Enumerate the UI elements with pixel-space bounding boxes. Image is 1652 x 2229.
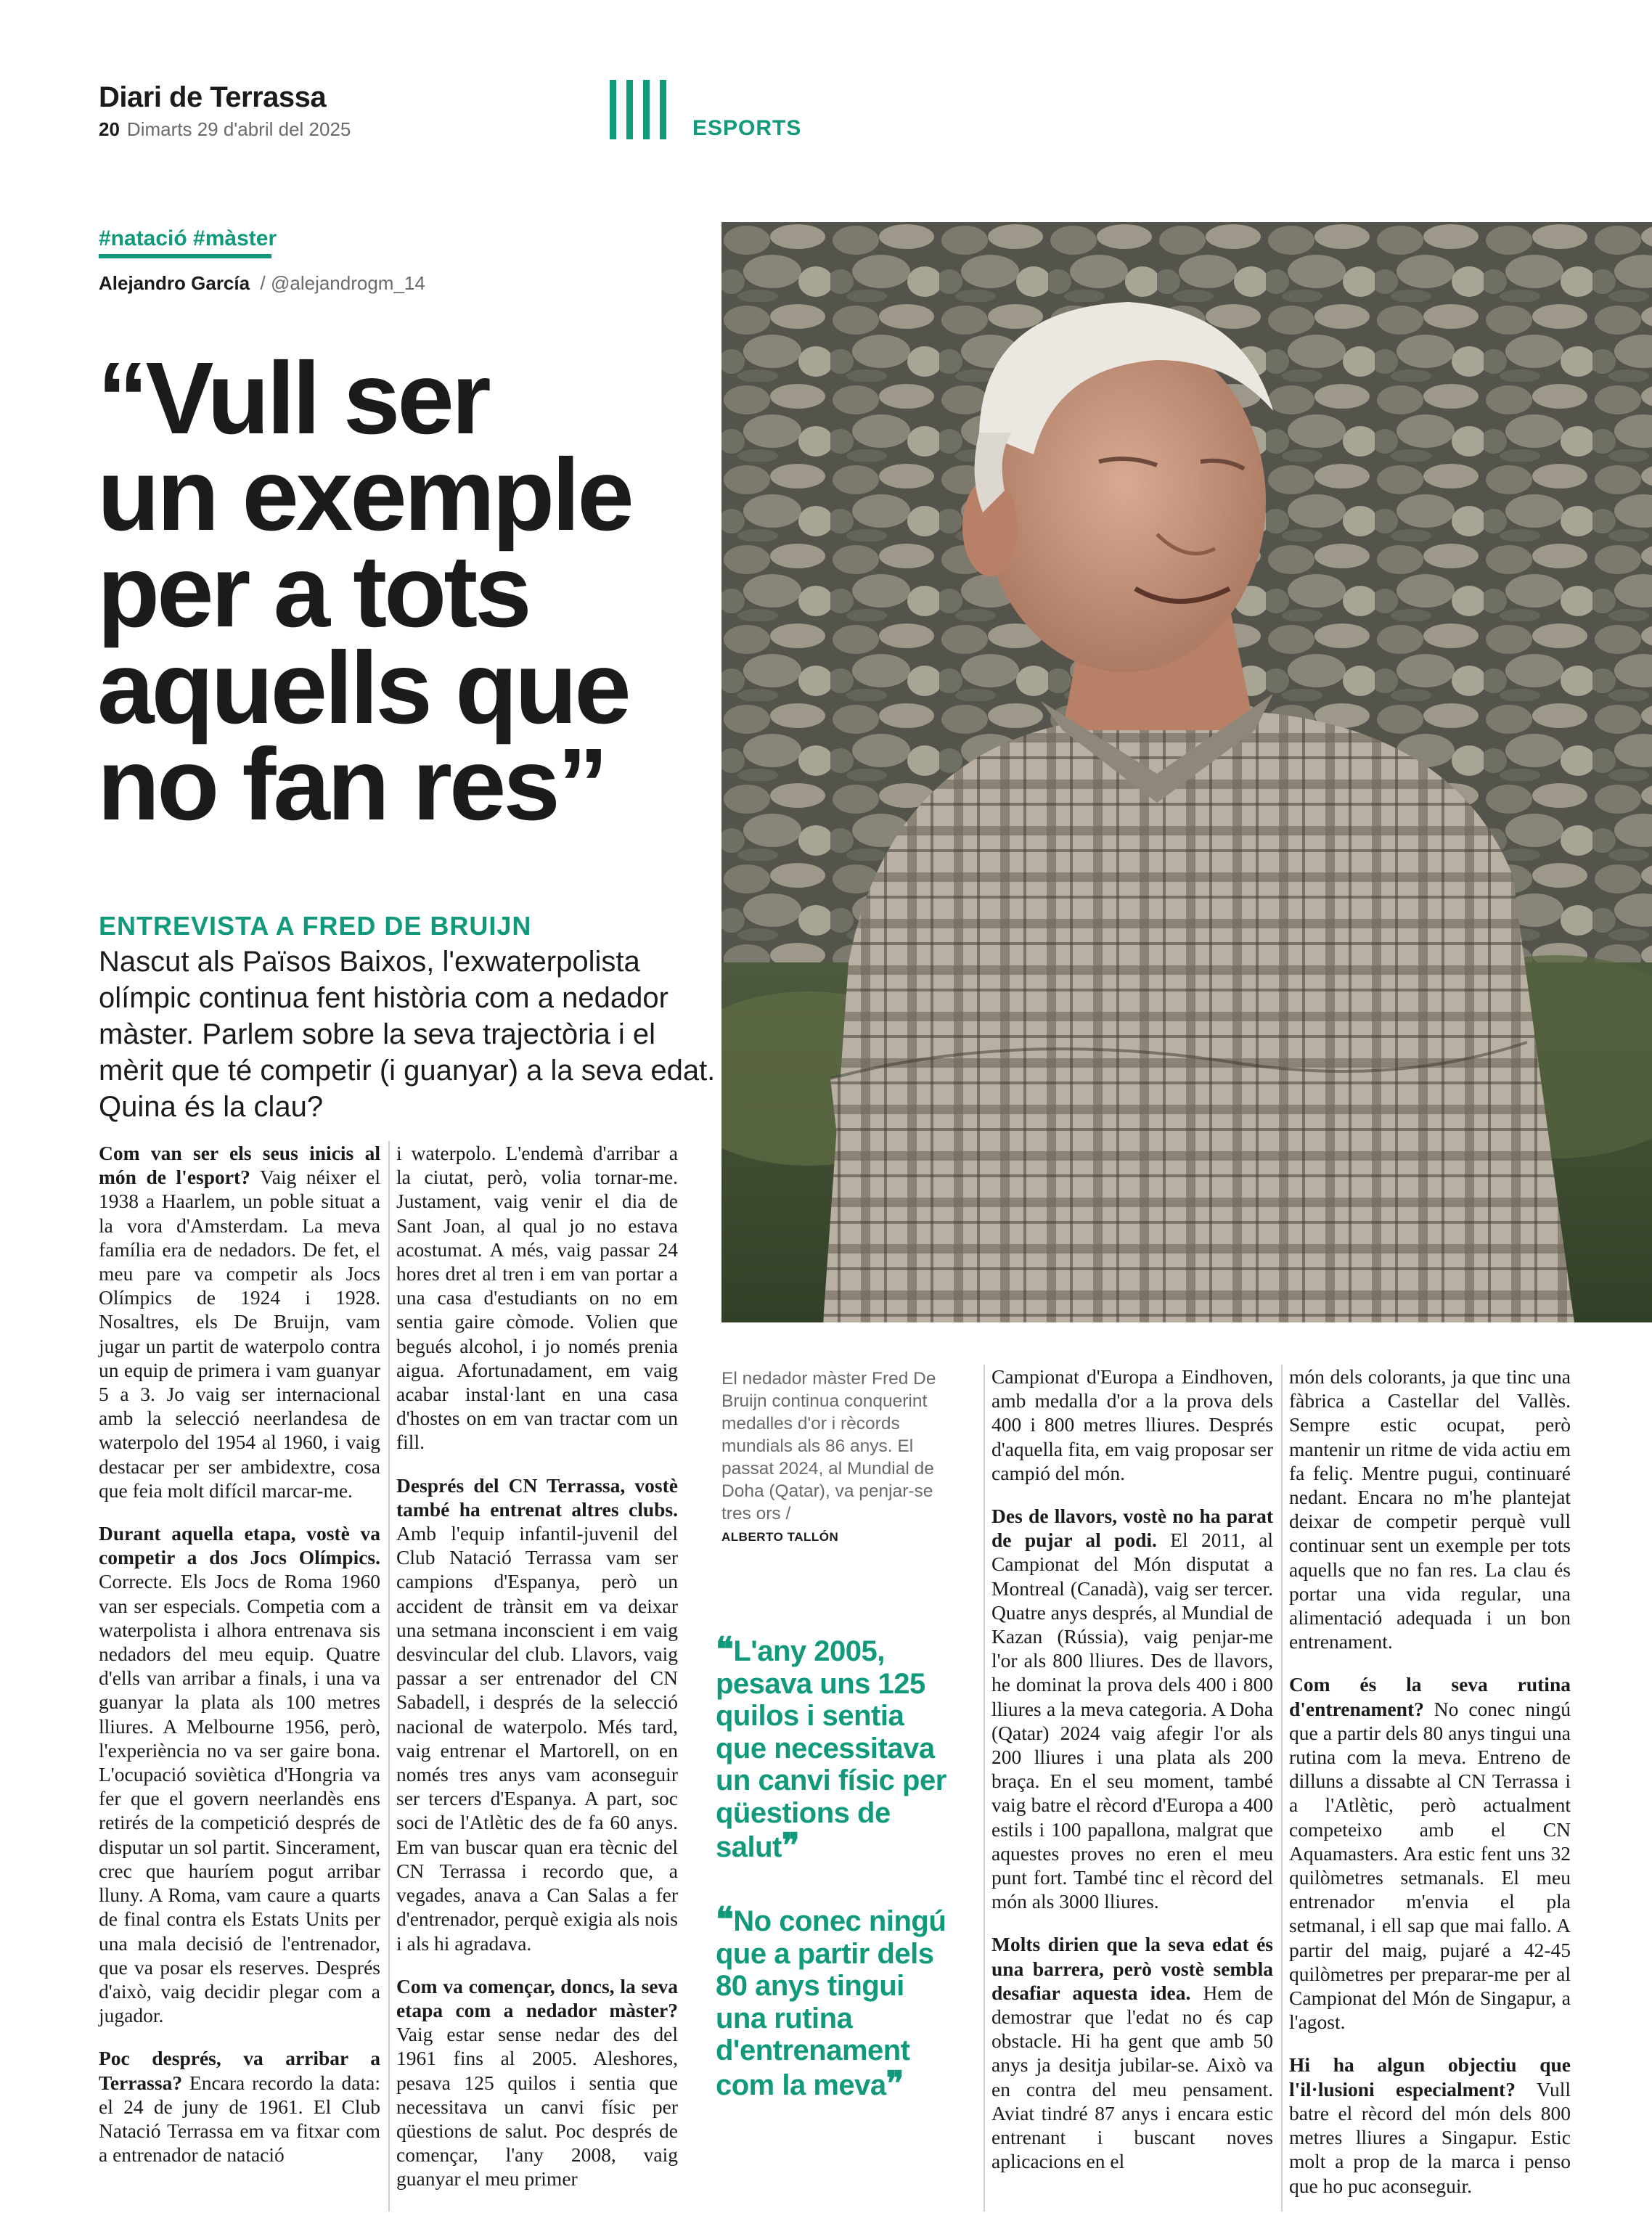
headline-line: per a tots [97,533,529,648]
qa-paragraph [991,1504,1273,1913]
lede: Nascut als Països Baixos, l'exwaterpolista olímpic continua fent història com a nedador màster. Parlem sobre la seva trajectòria i el mèrit que té competir (i guanyar) a la seva edat. Quina és la clau? [99,946,716,1123]
qa-paragraph [99,1521,380,2027]
headline-line: un exemple [97,437,631,552]
interview-answer: món dels colorants, ja que tinc una fàbrica a Castellar del Vallès. Sempre estic ocupat, però mantenir un ritme de vida actiu em fa feliç. Mentre pugui, continuaré nedant. Encara no m'he plantejat deixar de competir perquè vull continuar sent un exemple per tots aquells que no fan res. La clau és portar una vida regular, una alimentació adequada i un bon entrenament. [1289,1365,1571,1653]
headline-line: no fan res” [97,727,606,841]
qa-paragraph [991,1932,1273,2173]
interview-question: Durant aquella etapa, vostè va competir a dos Jocs Olímpics. [99,1522,380,1569]
interview-answer: Encara recordo la data: el 24 de juny de 1961. El Club Natació Terrassa em va fitxar com a entrenador de natació [99,2071,380,2167]
qa-paragraph [99,1141,380,1502]
interview-question: Després del CN Terrassa, vostè també ha entrenat altres clubs. [396,1473,678,1521]
interview-answer: Correcte. Els Jocs de Roma 1960 van ser especials. Competia com a waterpolista i alhora entrenava sis nedadors del meu equip. Quatre d'ells van arribar a finals, i una va guanyar la plata als 100 metres lliures. A Melbourne 1956, però, l'experiència no va ser gaire bona. L'ocupació soviètica d'Hongria va fer que el govern neerlandès ens retirés de la competició després de disputar un sol partit. Sincerament, crec que hauríem pogut arribar lluny. A Roma, vam caure a quarts de final contra els Estats Units per una mala decisió de l'entrenador, que va posar els reserves. Després d'això, vaig decidir plegar com a jugador. [99,1570,380,2027]
issue-date: Dimarts 29 d'abril del 2025 [126,118,351,140]
section-label: ESPORTS [692,116,802,140]
photo-credit: ALBERTO TALLÓN [721,1530,839,1544]
qa-paragraph [991,1365,1273,1485]
qa-paragraph [1289,2053,1571,2197]
interview-answer: i waterpolo. L'endemà d'arribar a la ciutat, però, volia tornar-me. Justament, vaig venir el dia de Sant Joan, al qual jo no estava acostumat. A més, vaig passar 24 hores dret al tren i em van portar a una casa d'estudiants on no em sentia gaire còmode. Volien que begués alcohol, i jo només prenia aigua. Afortunadament, em vaig acabar instal·lant en una casa d'hostes on em van tractar com un fill. [396,1142,678,1454]
interview-question: Com és la seva rutina d'entrenament? [1289,1673,1571,1720]
qa-paragraph [99,2046,380,2167]
headline [97,340,721,841]
qa-paragraph [396,1974,678,2191]
interview-answer: Amb l'equip infantil-juvenil del Club Natació Terrassa vam ser campions d'Espanya, però un accident de trànsit em va deixar una setmana inconscient i em vaig desvincular del club. Llavors, vaig passar a ser entrenador del CN Sabadell, i després de la selecció nacional de waterpolo. Més tard, vaig entrenar el Martorell, on en només tres anys vam aconseguir ser tercers d'Espanya. A part, soc soci de l'Atlètic des de fa 60 anys. Em van buscar quan era tècnic del CN Terrassa i recordo que, a vegades, anava a Can Salas a fer d'entrenador, perquè exigia als nois i als hi agradava. [396,1522,678,1955]
qa-paragraph [396,1141,678,1455]
interview-answer: No conec ningú que a partir dels 80 anys tingui una rutina com la meva. Entreno de dilluns a dissabte al CN Terrassa i a l'Atlètic, però actualment competeixo amb el CN Aquamasters. Ara estic fent uns 32 quilòmetres setmanals. El meu entrenador m'envia el pla setmanal, i ell sap que mai fallo. A partir del maig, pujaré a 42-45 quilòmetres per preparar-me per al Campionat del Món de Singapur, a l'agost. [1289,1697,1571,2034]
headline-line: aquells que [97,630,629,745]
column-divider [1281,1365,1283,2212]
interview-answer: Hem de demostrar que l'edat no és cap obstacle. Hi ha gent que amb 50 anys ja desitja jubilar-se. Això va en contra del meu pensament. Aviat tindré 87 anys i encara estic entrenant i buscant noves aplicacions en el [991,1981,1273,2173]
pull-quote-text: L'any 2005, pesava uns 125 quilos i sentia que necessitava un canvi físic per qüestions de salut [716,1635,946,1863]
pull-quote [716,1899,959,2103]
section-bars-icon [610,80,668,139]
interview-answer: Vaig estar sense nedar des del 1961 fins al 2005. Aleshores, pesava 125 quilos i sentia que necessitava un canvi físic per qüestions de salut. Poc després de començar, l'any 2008, vaig guanyar el meu primer [396,2023,678,2191]
interview-question: Com va començar, doncs, la seva etapa com a nedador màster? [396,1974,678,2021]
interview-answer: El 2011, al Campionat del Món disputat a Montreal (Canadà), vaig ser tercer. Quatre anys després, al Mundial de Kazan (Rússia), vaig penjar-me l'or als 800 lliures. Des de llavors, he dominat la prova dels 400 i 800 lliures a la meva categoria. A Doha (Qatar) 2024 vaig afegir l'or als 200 lliures i una plata als 200 braça. En el seu moment, també vaig batre el rècord d'Europa a 400 estils i 100 papallona, malgrat que aquestes proves no eren el meu punt fort. També tinc el rècord del món als 3000 lliures. [991,1529,1273,1913]
column-divider [388,1141,390,2212]
kicker: ENTREVISTA A FRED DE BRUIJN [99,911,532,941]
quote-close-icon: ❞ [886,2063,904,2103]
interview-question: Hi ha algun objectiu que l'il·lusioni especialment? [1289,2053,1571,2101]
page-info [99,118,351,141]
byline [99,272,425,295]
interview-answer: Campionat d'Europa a Eindhoven, amb medalla d'or a la prova dels 400 i 800 metres lliures. Després d'aquella fita, em vaig proposar ser campió del món. [991,1365,1273,1484]
article-tags: #natació #màster [99,226,277,250]
qa-paragraph [1289,1365,1571,1653]
qa-paragraph [396,1473,678,1955]
interview-question: Com van ser els seus inicis al món de l'esport? [99,1142,380,1189]
page-number: 20 [99,118,120,140]
quote-close-icon: ❞ [781,1825,800,1865]
portrait-photo [721,222,1652,1322]
article-column-2 [396,1141,678,2210]
article-column-4 [1289,1365,1571,2217]
qa-paragraph [1289,1672,1571,2034]
quote-open-icon: ❝ [716,1899,734,1939]
interview-question: Poc després, va arribar a Terrassa? [99,2047,380,2094]
interview-question: Des de llavors, vostè no ha parat de pujar al podi. [991,1505,1273,1552]
quote-open-icon: ❝ [716,1629,734,1669]
pull-quote [716,1629,959,1865]
tags-underline [99,254,271,258]
interview-question: Molts dirien que la seva edat és una barrera, però vostè sembla desafiar aquesta idea. [991,1933,1273,2004]
author-handle: / @alejandrogm_14 [260,272,425,294]
interview-answer: Vaig néixer el 1938 a Haarlem, un poble situat a la vora d'Amsterdam. La meva família era de nedadors. De fet, el meu pare va competir als Jocs Olímpics de 1924 i 1928. Nosaltres, els De Bruijn, vam jugar un partit de waterpolo contra un equip de primera i vam guanyar 5 a 3. Jo vaig ser internacional amb la selecció neerlandesa de waterpolo del 1954 al 1960, i vaig destacar per ser ambidextre, cosa que feia molt difícil marcar-me. [99,1166,380,1502]
article-column-3 [991,1365,1273,2193]
column-divider [984,1365,985,2212]
interview-answer: Vull batre el rècord del món dels 800 metres lliures a Singapur. Estic molt a prop de la marca i penso que ho puc aconseguir. [1289,2077,1571,2197]
pull-quote-text: No conec ningú que a partir dels 80 anys tingui una rutina d'entrenament com la meva [716,1905,946,2101]
newspaper-logo: Diari de Terrassa [99,81,327,113]
headline-line: “Vull ser [97,340,488,455]
author-name: Alejandro García [99,272,250,294]
article-column-1 [99,1141,380,2185]
photo-caption: El nedador màster Fred De Bruijn continua conquerint medalles d'or i rècords mundials als 86 anys. El passat 2024, al Mundial de Doha (Qatar), va penjar-se tres ors / [721,1369,936,1524]
